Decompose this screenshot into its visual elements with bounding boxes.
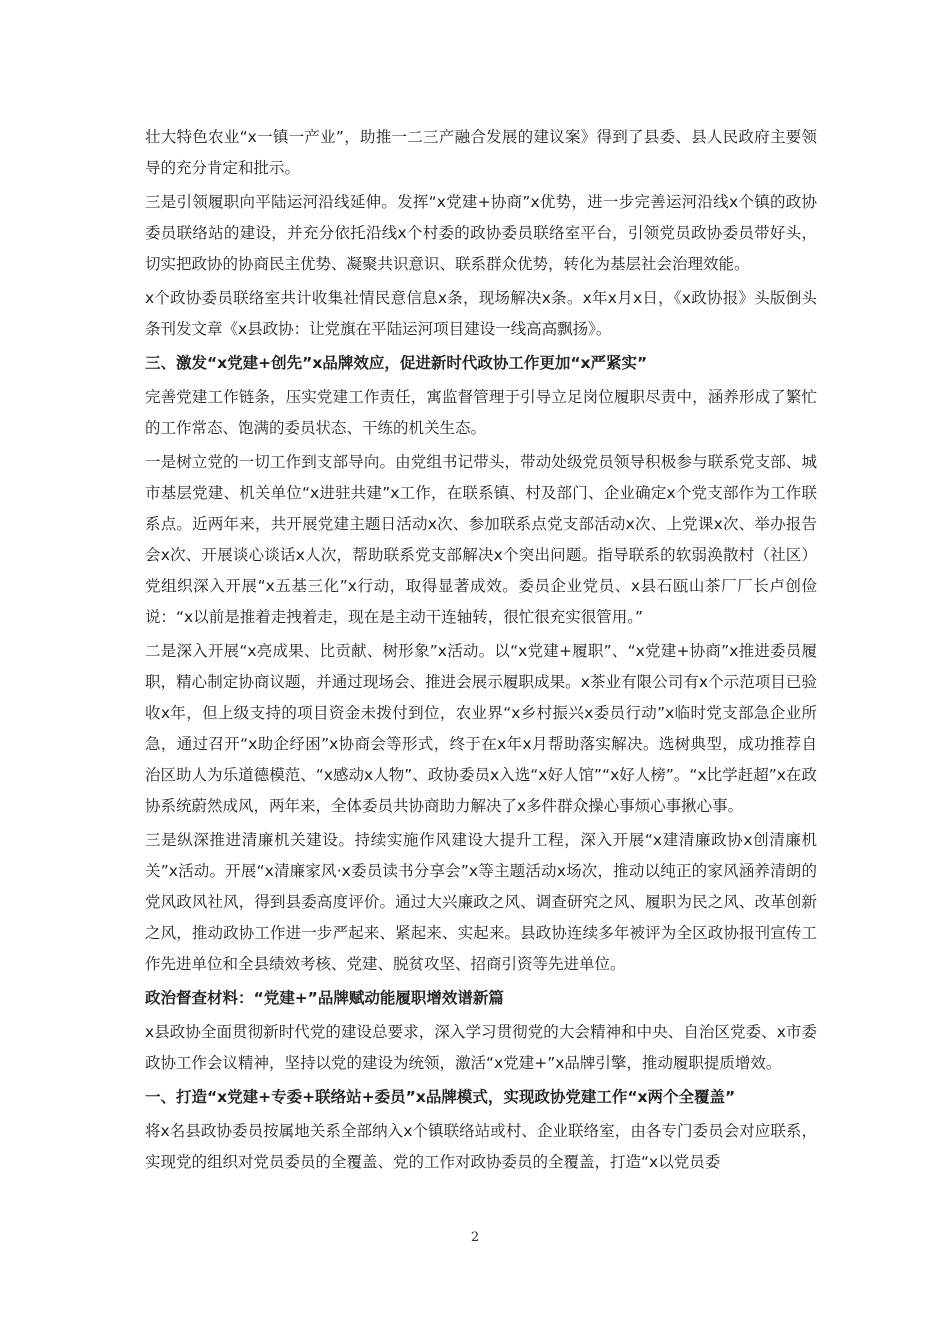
paragraph: 将x名县政协委员按属地关系全部纳入x个镇联络站或村、企业联络室，由各专门委员会对应联系，实现党的组织对党员委员的全覆盖、党的工作对政协委员的全覆盖，打造“x以党员委 [145,1122,817,1171]
paragraph: x县政协全面贯彻新时代党的建设总要求，深入学习贯彻党的大会精神和中央、自治区党委、x市委政协工作会议精神，坚持以党的建设为统领，激活“x党建+”x品牌引擎，推动履职提质增效。 [145,1023,817,1072]
document-title-heading: 政治督查材料：“党建+”品牌赋动能履职增效谱新篇 [145,989,504,1007]
page-number: 2 [470,1230,480,1245]
section-heading: 三、激发“x党建+创先”x品牌效应，促进新时代政协工作更加“x严紧实” [145,354,648,372]
paragraph: 三是引领履职向平陆运河沿线延伸。发挥“x党建+协商”x优势，进一步完善运河沿线x个镇的政协委员联络站的建设，并充分依托沿线x个村委的政协委员联络室平台，引领党员政协委员带好头，切实把政协的协商民主优势、凝聚共识意识、联系群众优势，转化为基层社会治理效能。 [145,193,817,273]
paragraph: 完善党建工作链条，压实党建工作责任，寓监督管理于引导立足岗位履职尽责中，涵养形成了繁忙的工作常态、饱满的委员状态、干练的机关生态。 [145,388,817,437]
paragraph: 壮大特色农业“x一镇一产业”，助推一二三产融合发展的建议案》得到了县委、县人民政府主要领导的充分肯定和批示。 [145,128,817,177]
paragraph: 三是纵深推进清廉机关建设。持续实施作风建设大提升工程，深入开展“x建清廉政协x创清廉机关”x活动。开展“x清廉家风·x委员读书分享会”x等主题活动x场次，推动以纯正的家风涵养清朗的党风政风社风，得到县委高度评价。通过大兴廉政之风、调查研究之风、履职为民之风、改革创新之风，推动政协工作进一步严起来、紧起来、实起来。县政协连续多年被评为全区政协报刊宣传工作先进单位和全县绩效考核、党建、脱贫攻坚、招商引资等先进单位。 [145,831,817,973]
paragraph: x个政协委员联络室共计收集社情民意信息x条，现场解决x条。x年x月x日，《x政协报》头版倒头条刊发文章《x县政协：让党旗在平陆运河项目建设一线高高飘扬》。 [145,289,817,338]
document-body [145,122,817,1181]
paragraph: 二是深入开展“x亮成果、比贡献、树形象”x活动。以“x党建+履职”、“x党建+协商”x推进委员履职，精心制定协商议题，并通过现场会、推进会展示履职成果。x茶业有限公司有x个示范项目已验收x年，但上级支持的项目资金未拨付到位，农业界“x乡村振兴x委员行动”x临时党支部急企业所急，通过召开“x助企纾困”x协商会等形式，终于在x年x月帮助落实解决。选树典型，成功推荐自治区助人为乐道德模范、“x感动x人物”、政协委员x入选“x好人馆”“x好人榜”。“x比学赶超”x在政协系统蔚然成风，两年来，全体委员共协商助力解决了x多件群众操心事烦心事揪心事。 [145,642,817,815]
section-heading: 一、打造“x党建+专委+联络站+委员”x品牌模式，实现政协党建工作“x两个全覆盖” [145,1088,736,1106]
paragraph: 一是树立党的一切工作到支部导向。由党组书记带头，带动处级党员领导积极参与联系党支部、城市基层党建、机关单位“x进驻共建”x工作，在联系镇、村及部门、企业确定x个党支部作为工作联系点。近两年来，共开展党建主题日活动x次、参加联系点党支部活动x次、上党课x次、举办报告会x次、开展谈心谈话x人次，帮助联系党支部解决x个突出问题。指导联系的软弱涣散村（社区）党组织深入开展“x五基三化”x行动，取得显著成效。委员企业党员、x县石瓯山茶厂厂长卢创俭说：“x以前是推着走拽着走，现在是主动干连轴转，很忙很充实很管用。” [145,453,817,626]
